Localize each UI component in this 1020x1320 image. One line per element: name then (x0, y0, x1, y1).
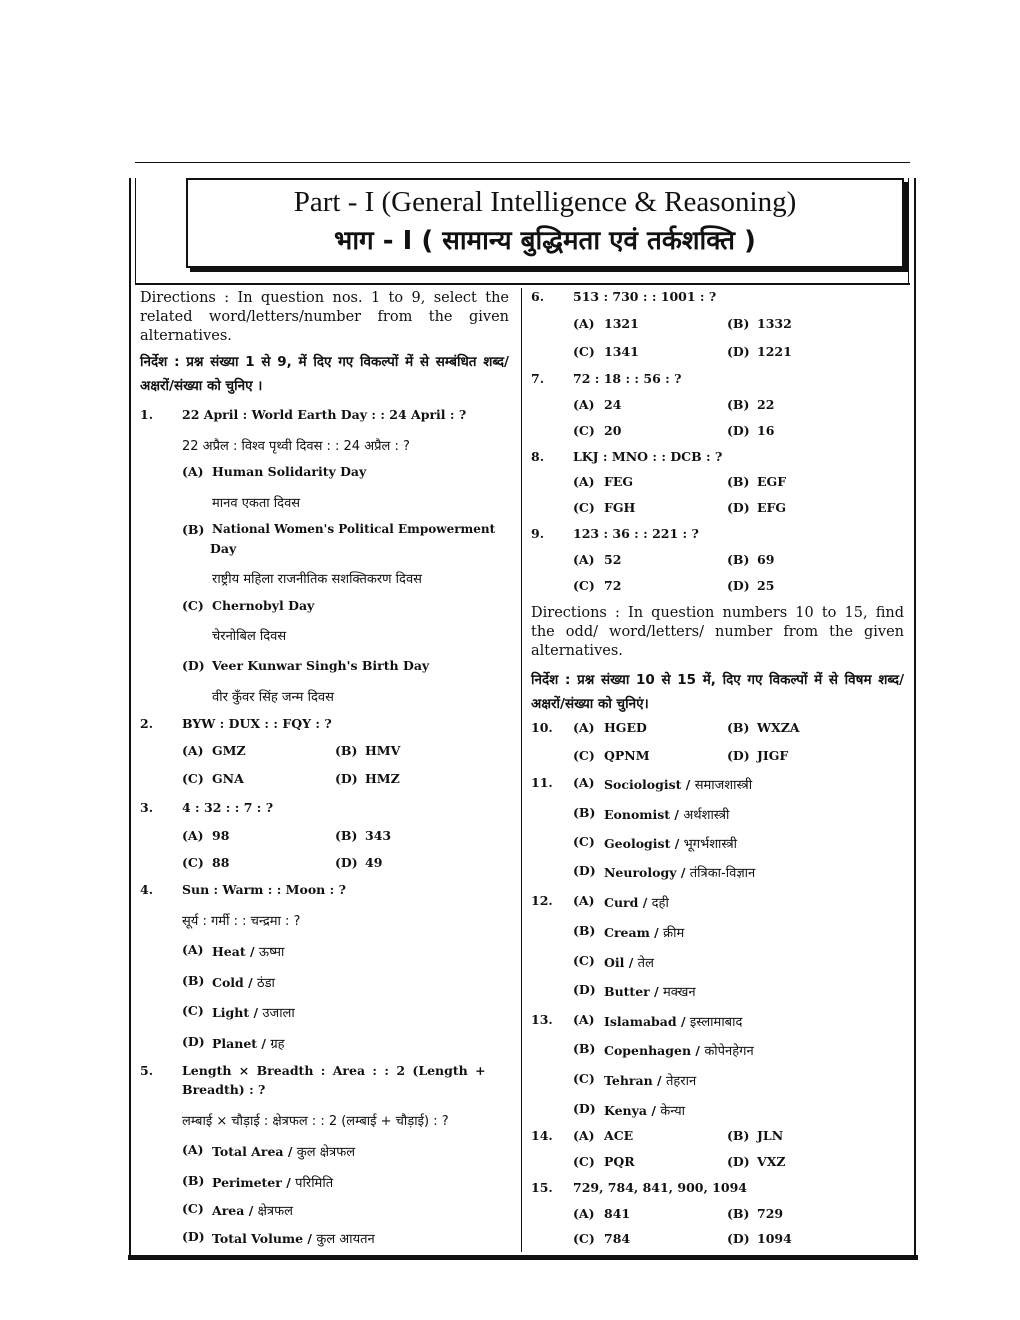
option-a-hi: कुल क्षेत्रफल (296, 1145, 356, 1160)
q-text-cont: Breadth) : ? (182, 1082, 266, 1097)
option-label: (B) (727, 474, 750, 489)
option-c[interactable]: PQR (604, 1154, 635, 1169)
option-b[interactable]: HMV (365, 743, 401, 758)
option-label: (A) (573, 893, 595, 908)
q-text-hi: सूर्य : गर्मी : : चन्द्रमा : ? (182, 914, 301, 929)
option-label: (D) (335, 855, 358, 870)
option-a-en: Curd / (604, 895, 652, 910)
option-label: (C) (573, 834, 595, 849)
option-a-en: Islamabad / (604, 1014, 690, 1029)
option-c-hi: तेल (637, 956, 654, 971)
q-number: 1. (140, 407, 154, 422)
option-label: (D) (573, 863, 596, 878)
option-d[interactable] (212, 1034, 285, 1052)
option-label: (A) (573, 397, 595, 412)
option-b-hi: राष्ट्रीय महिला राजनीतिक सशक्तिकरण दिवस (212, 572, 422, 587)
q-number: 9. (531, 526, 545, 541)
option-label: (B) (727, 1206, 750, 1221)
option-label: (B) (727, 1128, 750, 1143)
directions-en-2: Directions : In question numbers 10 to 15, find the odd/ word/letters/ number from the given alternatives. (531, 605, 904, 659)
option-label: (C) (573, 423, 595, 438)
directions-hi-2: निर्देश : प्रश्न संख्या 10 से 15 में, दिए गए विकल्पों में से विषम शब्द/अक्षरों/संख्या को चुनिएं। (531, 672, 904, 712)
option-c[interactable] (604, 834, 737, 852)
option-label: (D) (335, 771, 358, 786)
option-d-en: Kenya / (604, 1103, 661, 1118)
option-b[interactable]: JLN (757, 1128, 784, 1143)
option-d[interactable] (604, 1101, 685, 1119)
q-number: 6. (531, 289, 545, 304)
option-a[interactable]: FEG (604, 474, 634, 489)
frame-right (914, 178, 916, 1258)
option-b[interactable] (604, 923, 684, 941)
option-d-hi: कुल आयतन (316, 1232, 375, 1247)
option-a[interactable]: 1321 (604, 316, 639, 331)
option-d-hi: ग्रह (270, 1037, 285, 1052)
option-label: (D) (573, 1101, 596, 1116)
option-b[interactable]: 729 (757, 1206, 784, 1221)
section-header (186, 178, 904, 268)
option-c[interactable] (212, 1201, 293, 1219)
q-text: BYW : DUX : : FQY : ? (182, 716, 332, 731)
option-label: (D) (727, 578, 750, 593)
option-label: (C) (182, 771, 204, 786)
q-text-hi: लम्बाई × चौड़ाई : क्षेत्रफल : : 2 (लम्बाई + चौड़ाई) : ? (182, 1114, 449, 1129)
option-label: (A) (573, 720, 595, 735)
frame-left-inner (135, 178, 136, 283)
option-a-hi: दही (651, 896, 669, 911)
option-label: (D) (182, 1034, 205, 1049)
option-d-en: Neurology / (604, 865, 690, 880)
q-number: 4. (140, 882, 154, 897)
option-label: (A) (573, 1128, 595, 1143)
q-text: Length × Breadth : Area : : 2 (Length + (182, 1063, 486, 1078)
option-label: (A) (182, 1142, 204, 1157)
option-label: (A) (573, 316, 595, 331)
option-a-hi: इस्लामाबाद (689, 1015, 743, 1030)
option-d[interactable]: 49 (365, 855, 383, 870)
option-label: (C) (573, 953, 595, 968)
option-a[interactable]: GMZ (212, 743, 246, 758)
option-label: (B) (727, 316, 750, 331)
option-label: (B) (182, 522, 205, 537)
option-b-hi: परिमिति (295, 1176, 334, 1191)
frame-right-inner (908, 178, 909, 283)
option-d-hi: केन्या (660, 1104, 685, 1119)
option-label: (B) (182, 1173, 205, 1188)
option-a[interactable]: 24 (604, 397, 622, 412)
option-label: (D) (727, 1154, 750, 1169)
option-a-hi: समाजशास्त्री (694, 778, 753, 793)
option-c[interactable]: GNA (212, 771, 244, 786)
option-label: (D) (727, 344, 750, 359)
top-rule (135, 162, 910, 163)
option-b-en: Perimeter / (212, 1175, 296, 1190)
q-text-hi: 22 अप्रैल : विश्व पृथ्वी दिवस : : 24 अप्रैल : ? (182, 439, 410, 454)
q-number: 12. (531, 893, 553, 908)
option-c[interactable]: 72 (604, 578, 622, 593)
option-label: (A) (573, 1012, 595, 1027)
option-c[interactable] (212, 1003, 295, 1021)
option-c-hi: क्षेत्रफल (257, 1204, 293, 1219)
option-d-hi: वीर कुँवर सिंह जन्म दिवस (212, 690, 334, 705)
option-a[interactable] (604, 1012, 742, 1030)
option-d[interactable]: VXZ (757, 1154, 786, 1169)
option-a[interactable]: HGED (604, 720, 647, 735)
option-label: (B) (573, 1041, 596, 1056)
option-label: (C) (573, 578, 595, 593)
q-number: 11. (531, 775, 553, 790)
option-c-hi: उजाला (262, 1006, 295, 1021)
option-label: (C) (182, 598, 204, 613)
directions-hi: निर्देश : प्रश्न संख्या 1 से 9, में दिए गए विकल्पों में से सम्बंधित शब्द/अक्षरों/संख्या को चुनिए । (140, 354, 509, 394)
option-c-en: Tehran / (604, 1073, 666, 1088)
option-a[interactable] (212, 942, 284, 960)
option-a[interactable] (212, 1142, 355, 1160)
section-title-hi: भाग - I ( सामान्य बुद्धिमता एवं तर्कशक्ति ) (334, 226, 756, 256)
option-a[interactable]: ACE (604, 1128, 634, 1143)
option-d-en: Planet / (212, 1036, 271, 1051)
q-text: 22 April : World Earth Day : : 24 April : ? (182, 407, 467, 422)
option-c[interactable] (604, 1071, 696, 1089)
option-label: (C) (573, 500, 595, 515)
option-d[interactable]: JIGF (757, 748, 789, 763)
option-c[interactable]: QPNM (604, 748, 650, 763)
option-a-en: Heat / (212, 944, 259, 959)
option-label: (C) (182, 1201, 204, 1216)
option-label: (C) (182, 1003, 204, 1018)
option-label: (B) (335, 828, 358, 843)
option-label: (B) (727, 397, 750, 412)
q-number: 15. (531, 1180, 553, 1195)
option-b-en: Cold / (212, 975, 258, 990)
option-label: (D) (727, 423, 750, 438)
option-label: (D) (727, 1231, 750, 1246)
header-rule (135, 283, 910, 285)
q-text: 729, 784, 841, 900, 1094 (573, 1180, 747, 1195)
option-d[interactable]: Veer Kunwar Singh's Birth Day (212, 658, 430, 673)
option-a[interactable]: Human Solidarity Day (212, 464, 367, 479)
bottom-rule (128, 1255, 918, 1260)
option-b-hi: क्रीम (663, 926, 685, 941)
option-d-hi: मक्खन (663, 985, 696, 1000)
option-b[interactable]: WXZA (757, 720, 800, 735)
option-a[interactable] (604, 893, 669, 911)
q-number: 7. (531, 371, 545, 386)
option-label: (C) (573, 1231, 595, 1246)
option-label: (A) (182, 743, 204, 758)
option-label: (C) (573, 1071, 595, 1086)
option-c[interactable]: 784 (604, 1231, 631, 1246)
option-a-hi: ऊष्मा (258, 945, 285, 960)
option-b-hi: कोपेनहेगन (704, 1044, 754, 1059)
option-b[interactable]: National Women's Political Empowerment (212, 522, 496, 536)
q-number: 3. (140, 800, 154, 815)
option-b[interactable]: EGF (757, 474, 787, 489)
q-number: 13. (531, 1012, 553, 1027)
option-b-cont: Day (210, 541, 237, 556)
option-a-en: Sociologist / (604, 777, 695, 792)
option-label: (C) (573, 1154, 595, 1169)
option-c-en: Light / (212, 1005, 263, 1020)
option-label: (D) (182, 658, 205, 673)
q-number: 8. (531, 449, 545, 464)
option-c-en: Geologist / (604, 836, 684, 851)
option-c[interactable]: 20 (604, 423, 622, 438)
option-label: (D) (727, 500, 750, 515)
option-d-en: Butter / (604, 984, 664, 999)
option-label: (A) (573, 775, 595, 790)
q-number: 2. (140, 716, 154, 731)
option-label: (D) (727, 748, 750, 763)
option-a[interactable]: 841 (604, 1206, 631, 1221)
option-label: (B) (335, 743, 358, 758)
option-b[interactable] (604, 805, 729, 823)
option-d-hi: तंत्रिका-विज्ञान (689, 866, 756, 881)
option-label: (C) (573, 748, 595, 763)
option-c[interactable]: 1341 (604, 344, 639, 359)
q-number: 5. (140, 1063, 154, 1078)
option-b[interactable]: 343 (365, 828, 392, 843)
q-text: LKJ : MNO : : DCB : ? (573, 449, 723, 464)
option-c-en: Area / (212, 1203, 258, 1218)
option-b[interactable]: 1332 (757, 316, 792, 331)
option-label: (A) (573, 552, 595, 567)
frame-left (129, 178, 131, 1258)
option-a[interactable]: 52 (604, 552, 622, 567)
option-a[interactable]: 98 (212, 828, 230, 843)
option-label: (A) (182, 828, 204, 843)
q-number: 14. (531, 1128, 553, 1143)
option-c[interactable]: FGH (604, 500, 636, 515)
q-text: 123 : 36 : : 221 : ? (573, 526, 699, 541)
option-d-en: Total Volume / (212, 1231, 317, 1246)
option-a[interactable] (604, 775, 752, 793)
column-divider (521, 288, 522, 1252)
option-b-en: Eonomist / (604, 807, 684, 822)
option-b-en: Cream / (604, 925, 664, 940)
q-number: 10. (531, 720, 553, 735)
option-label: (A) (573, 1206, 595, 1221)
option-c-hi: भूगर्भशास्त्री (683, 837, 738, 852)
q-text: 513 : 730 : : 1001 : ? (573, 289, 717, 304)
option-b-en: Copenhagen / (604, 1043, 705, 1058)
option-c[interactable]: Chernobyl Day (212, 598, 315, 613)
option-label: (C) (182, 855, 204, 870)
option-label: (D) (573, 982, 596, 997)
option-label: (A) (182, 464, 204, 479)
option-label: (B) (182, 973, 205, 988)
option-d[interactable] (604, 863, 755, 881)
option-d[interactable] (212, 1229, 375, 1247)
q-text: 4 : 32 : : 7 : ? (182, 800, 274, 815)
option-c[interactable] (604, 953, 654, 971)
option-d[interactable]: 1094 (757, 1231, 792, 1246)
option-d[interactable]: 1221 (757, 344, 792, 359)
option-b[interactable] (212, 973, 275, 991)
option-label: (D) (182, 1229, 205, 1244)
q-text: Sun : Warm : : Moon : ? (182, 882, 346, 897)
option-a-hi: मानव एकता दिवस (212, 496, 301, 511)
option-label: (B) (727, 720, 750, 735)
option-d[interactable]: 25 (757, 578, 775, 593)
option-a-en: Total Area / (212, 1144, 297, 1159)
option-c-hi: चेरनोबिल दिवस (212, 629, 287, 644)
option-label: (B) (573, 923, 596, 938)
option-b[interactable]: 69 (757, 552, 775, 567)
option-d[interactable] (604, 982, 696, 1000)
option-b[interactable] (212, 1173, 333, 1191)
option-c[interactable]: 88 (212, 855, 230, 870)
directions-en: Directions : In question nos. 1 to 9, select the related word/letters/number from the given alternatives. (140, 290, 509, 344)
option-label: (C) (573, 344, 595, 359)
option-label: (A) (573, 474, 595, 489)
option-b-hi: ठंडा (257, 976, 275, 991)
option-label: (B) (573, 805, 596, 820)
option-d[interactable]: 16 (757, 423, 775, 438)
option-c-en: Oil / (604, 955, 638, 970)
option-d[interactable]: EFG (757, 500, 787, 515)
option-b-hi: अर्थशास्त्री (683, 808, 730, 823)
option-b[interactable] (604, 1041, 754, 1059)
q-text: 72 : 18 : : 56 : ? (573, 371, 682, 386)
option-label: (B) (727, 552, 750, 567)
option-c-hi: तेहरान (665, 1074, 697, 1089)
option-b[interactable]: 22 (757, 397, 775, 412)
option-label: (A) (182, 942, 204, 957)
option-d[interactable]: HMZ (365, 771, 400, 786)
section-title-en: Part - I (General Intelligence & Reasoning) (293, 186, 797, 218)
